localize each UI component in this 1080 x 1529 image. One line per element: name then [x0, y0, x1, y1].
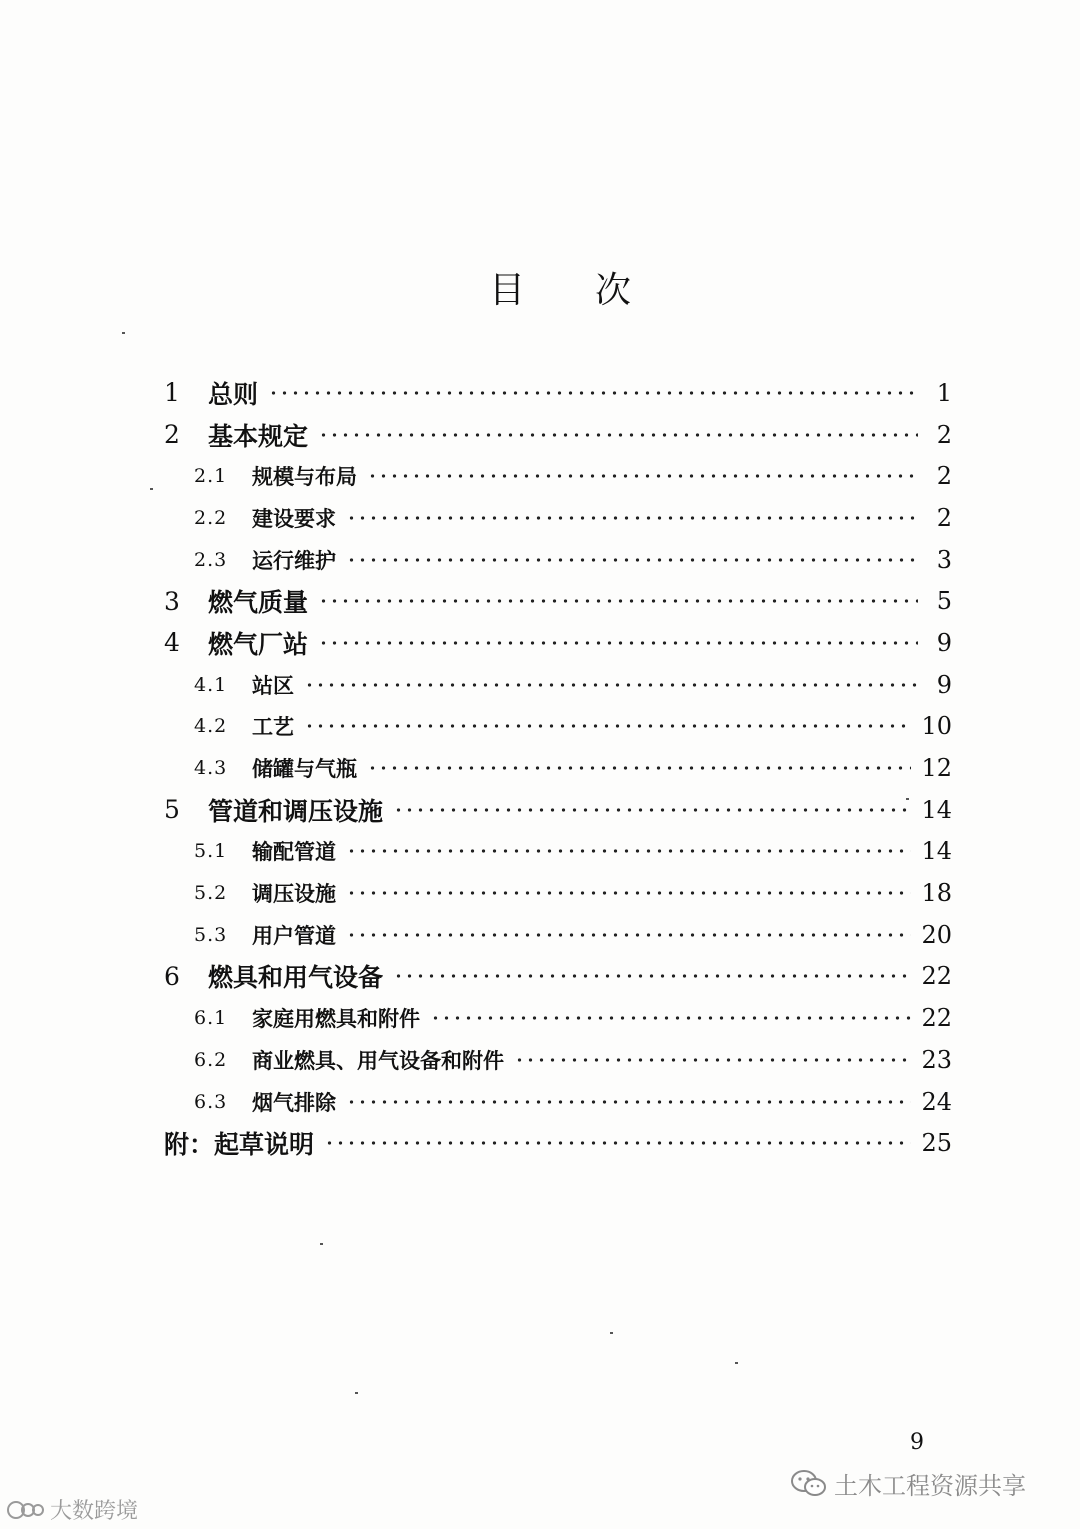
scan-speck [906, 798, 909, 800]
toc-section-entry[interactable] [164, 706, 952, 748]
toc-entry-page: 22 [921, 962, 952, 991]
toc-entry-label: 基本规定 [208, 421, 309, 451]
toc-dot-leader [393, 974, 911, 978]
toc-entry-page: 2 [936, 462, 952, 491]
toc-dot-leader [324, 1141, 911, 1145]
toc-section-entry[interactable] [164, 664, 952, 706]
toc-entry-page: 18 [921, 879, 952, 908]
toc-dot-leader [430, 1016, 911, 1020]
toc-entry-label: 建设要求 [252, 505, 336, 531]
toc-entry-label: 烟气排除 [252, 1089, 336, 1115]
scan-speck [320, 1243, 323, 1245]
toc-entry-number: 4 [164, 628, 180, 658]
toc-title-char-1: 目 [488, 270, 525, 311]
toc-chapter-entry[interactable] [164, 1122, 952, 1164]
toc-title-char-2: 次 [595, 270, 632, 311]
toc-entry-page: 2 [936, 503, 952, 532]
toc-entry-label: 商业燃具、用气设备和附件 [252, 1047, 504, 1073]
toc-dot-leader [346, 849, 911, 853]
toc-entry-number: 2.3 [194, 548, 228, 571]
toc-entry-number: 4.3 [194, 757, 228, 780]
toc-section-entry[interactable] [164, 455, 952, 497]
toc-section-entry[interactable] [164, 831, 952, 873]
brand-logo-icon [6, 1497, 46, 1523]
toc-dot-leader [346, 891, 911, 895]
toc-entry-number: 6.2 [194, 1048, 228, 1071]
toc-entry-label: 燃气厂站 [208, 629, 309, 659]
toc-dot-leader [304, 683, 918, 687]
toc-section-entry[interactable] [164, 1039, 952, 1081]
toc-entry-label: 储罐与气瓶 [252, 756, 357, 782]
toc-dot-leader [318, 599, 918, 603]
toc-dot-leader [304, 724, 911, 728]
scan-speck [610, 1332, 613, 1334]
toc-section-entry[interactable] [164, 914, 952, 956]
toc-title [0, 262, 1080, 313]
toc-dot-leader [318, 641, 918, 645]
toc-entry-label: 输配管道 [252, 839, 336, 865]
toc-entry-number: 6.3 [194, 1090, 228, 1113]
toc-entry-page: 20 [921, 920, 952, 949]
toc-dot-leader [346, 516, 918, 520]
toc-dot-leader [346, 1100, 911, 1104]
toc-entry-page: 23 [921, 1045, 952, 1074]
toc-entry-number: 3 [164, 586, 180, 616]
scan-speck [122, 332, 125, 334]
toc-dot-leader [514, 1058, 911, 1062]
watermark-left [6, 1494, 138, 1525]
toc-entry-label: 工艺 [252, 714, 294, 740]
toc-entry-number: 5.2 [194, 882, 228, 905]
toc-dot-leader [367, 766, 911, 770]
toc-dot-leader [318, 433, 918, 437]
table-of-contents [164, 372, 952, 1164]
toc-entry-label: 调压设施 [252, 881, 336, 907]
toc-entry-page: 10 [921, 712, 952, 741]
toc-dot-leader [346, 933, 911, 937]
scan-speck [150, 488, 153, 490]
toc-entry-label: 总则 [208, 379, 259, 409]
toc-entry-page: 9 [936, 628, 952, 657]
toc-entry-label: 燃具和用气设备 [208, 963, 384, 993]
toc-chapter-entry[interactable] [164, 580, 952, 622]
toc-entry-label: 家庭用燃具和附件 [252, 1006, 420, 1032]
wechat-icon [790, 1469, 828, 1499]
toc-dot-leader [367, 474, 918, 478]
toc-section-entry[interactable] [164, 1081, 952, 1123]
toc-entry-number: 6.1 [194, 1007, 228, 1030]
toc-chapter-entry[interactable] [164, 622, 952, 664]
toc-entry-label: 规模与布局 [252, 464, 357, 490]
toc-entry-page: 3 [936, 545, 952, 574]
toc-entry-page: 9 [936, 670, 952, 699]
toc-section-entry[interactable] [164, 539, 952, 581]
watermark-left-text: 大数跨境 [50, 1499, 139, 1524]
toc-entry-page: 2 [936, 420, 952, 449]
toc-entry-page: 12 [921, 754, 952, 783]
toc-chapter-entry[interactable] [164, 414, 952, 456]
toc-entry-label: 站区 [252, 672, 294, 698]
toc-dot-leader [393, 808, 911, 812]
toc-section-entry[interactable] [164, 997, 952, 1039]
toc-entry-number: 2 [164, 420, 180, 450]
toc-chapter-entry[interactable] [164, 372, 952, 414]
toc-entry-number: 5.1 [194, 840, 228, 863]
toc-entry-label: 管道和调压设施 [208, 796, 384, 826]
scan-speck [355, 1392, 358, 1394]
toc-chapter-entry[interactable] [164, 956, 952, 998]
toc-entry-number: 5.3 [194, 923, 228, 946]
toc-entry-page: 22 [921, 1004, 952, 1033]
toc-entry-number: 6 [164, 961, 180, 991]
toc-entry-page: 14 [921, 795, 952, 824]
toc-entry-label: 用户管道 [252, 922, 336, 948]
toc-entry-label: 燃气质量 [208, 588, 309, 618]
toc-entry-label: 附：起草说明 [164, 1130, 315, 1160]
toc-section-entry[interactable] [164, 747, 952, 789]
page-number: 9 [910, 1430, 924, 1455]
toc-entry-page: 1 [936, 378, 952, 407]
watermark-right-text: 土木工程资源共享 [834, 1472, 1026, 1500]
toc-section-entry[interactable] [164, 872, 952, 914]
toc-entry-number: 2.1 [194, 465, 228, 488]
toc-entry-number: 5 [164, 795, 180, 825]
toc-entry-number: 4.1 [194, 673, 228, 696]
watermark-right [790, 1466, 1026, 1501]
toc-chapter-entry[interactable] [164, 789, 952, 831]
toc-entry-number: 2.2 [194, 506, 228, 529]
toc-entry-page: 25 [921, 1129, 952, 1158]
toc-entry-page: 14 [921, 837, 952, 866]
toc-entry-number: 4.2 [194, 715, 228, 738]
toc-entry-label: 运行维护 [252, 547, 336, 573]
toc-section-entry[interactable] [164, 497, 952, 539]
toc-entry-page: 5 [936, 587, 952, 616]
toc-entry-page: 24 [921, 1087, 952, 1116]
toc-dot-leader [346, 558, 918, 562]
toc-dot-leader [268, 391, 918, 395]
scan-speck [735, 1362, 738, 1364]
toc-entry-number: 1 [164, 378, 180, 408]
